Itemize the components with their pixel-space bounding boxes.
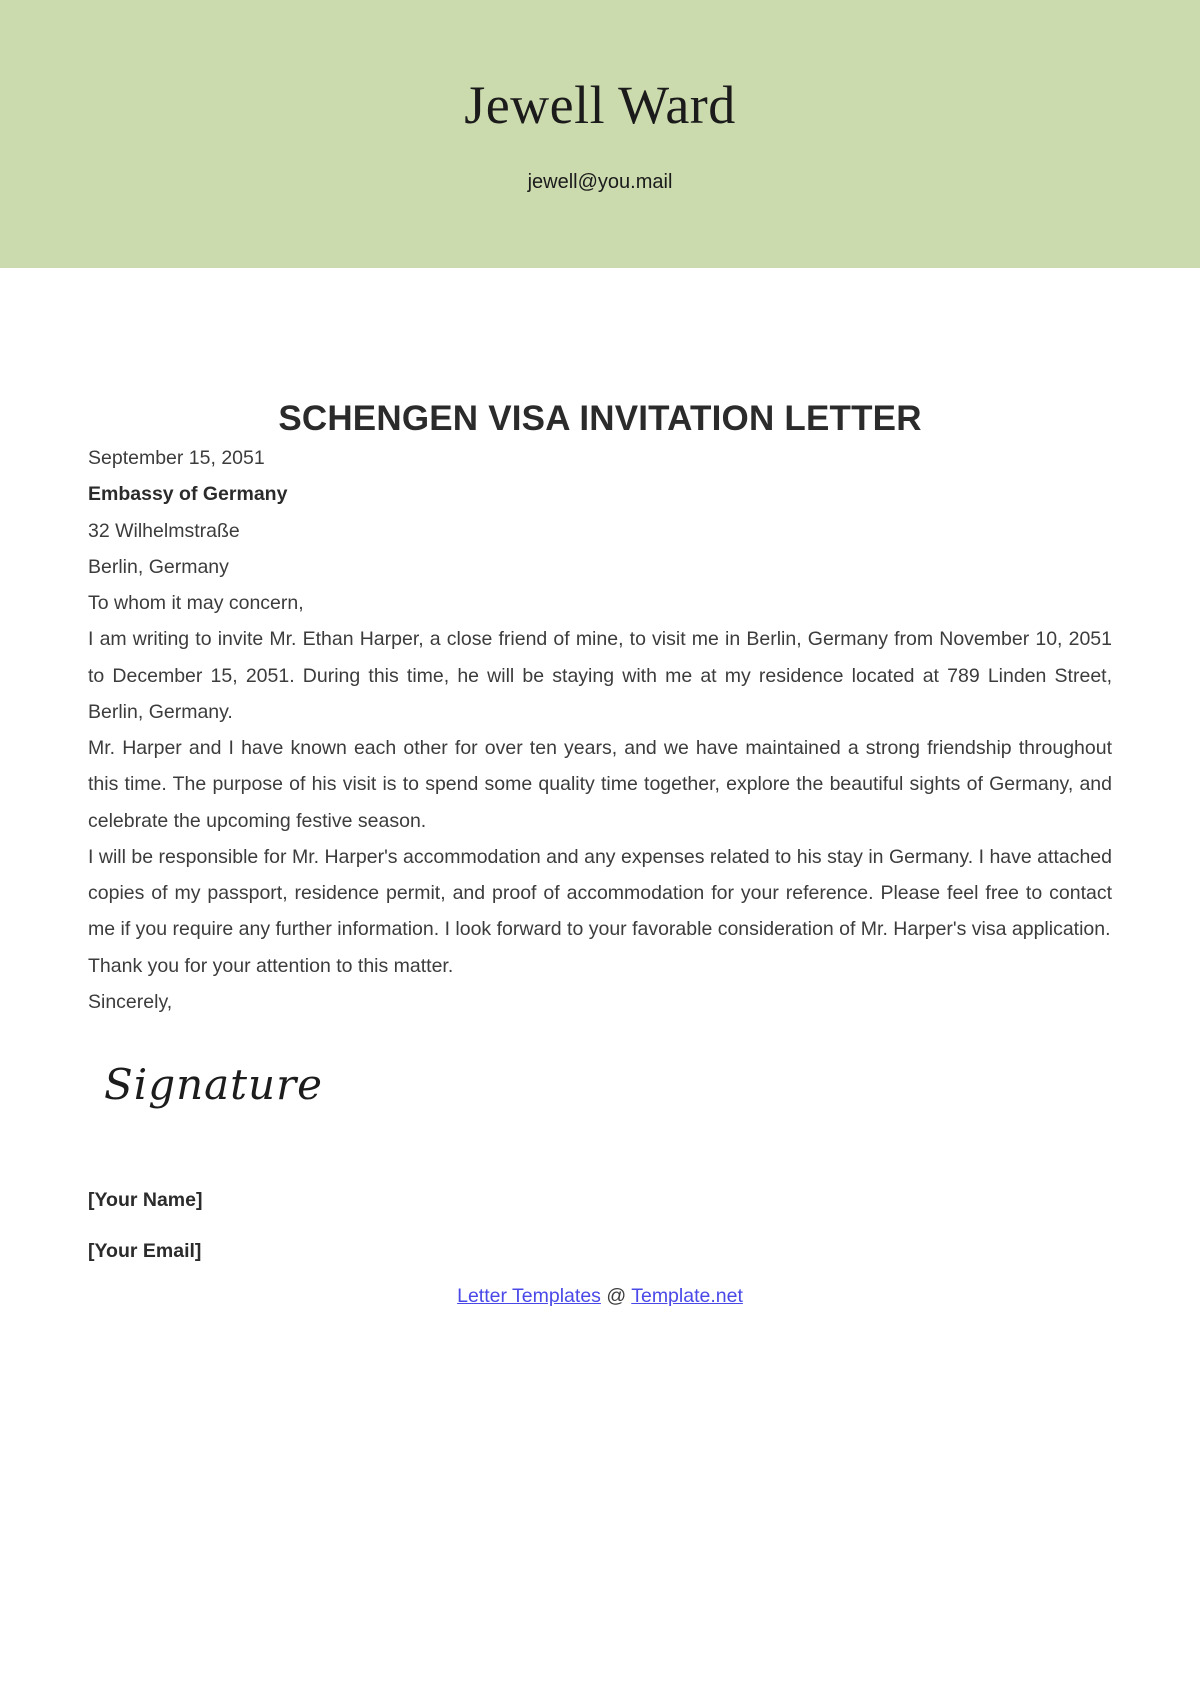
page-title: SCHENGEN VISA INVITATION LETTER	[278, 399, 922, 438]
recipient-organization: Embassy of Germany	[88, 483, 288, 506]
signature-mark: Signature	[104, 1060, 324, 1110]
placeholder-your-email: [Your Email]	[88, 1239, 202, 1262]
body-paragraph-3: I will be responsible for Mr. Harper's accommodation and any expenses related to his stay in Germany. I have attached copies of my passport, residence permit, and proof of accommodation for your reference. Please feel free to contact me if you require any further information. I look forward to your favorable consideration of Mr. Harper's visa application.	[88, 845, 1112, 941]
thank-you-line: Thank you for your attention to this matter.	[88, 954, 454, 977]
sender-name: Jewell Ward	[464, 75, 736, 135]
salutation: To whom it may concern,	[88, 592, 304, 615]
placeholder-your-name: [Your Name]	[88, 1189, 203, 1212]
letter-templates-link[interactable]: Letter Templates	[457, 1284, 601, 1307]
letter-date: September 15, 2051	[88, 447, 265, 469]
recipient-street: 32 Wilhelmstraße	[88, 519, 240, 542]
body-paragraph-2: Mr. Harper and I have known each other for over ten years, and we have maintained a strong friendship throughout this time. The purpose of his visit is to spend some quality time together, explore the beautiful sights of Germany, and celebrate the upcoming festive season.	[88, 737, 1112, 832]
recipient-city: Berlin, Germany	[88, 555, 229, 578]
template-net-link[interactable]: Template.net	[631, 1284, 743, 1307]
sender-email: jewell@you.mail	[527, 171, 673, 194]
footer-attribution	[88, 1269, 1112, 1308]
body-paragraph-1: I am writing to invite Mr. Ethan Harper, a close friend of mine, to visit me in Berlin, Germany from November 10, 2051 to December 15, 2051. During this time, he will be staying with me at my residence located at 789 Linden Street, Berlin, Germany.	[88, 628, 1112, 723]
letterhead-banner	[0, 0, 1200, 268]
closing-line: Sincerely,	[88, 990, 173, 1013]
letter-body	[0, 268, 1200, 1308]
footer-separator: @	[606, 1284, 627, 1307]
